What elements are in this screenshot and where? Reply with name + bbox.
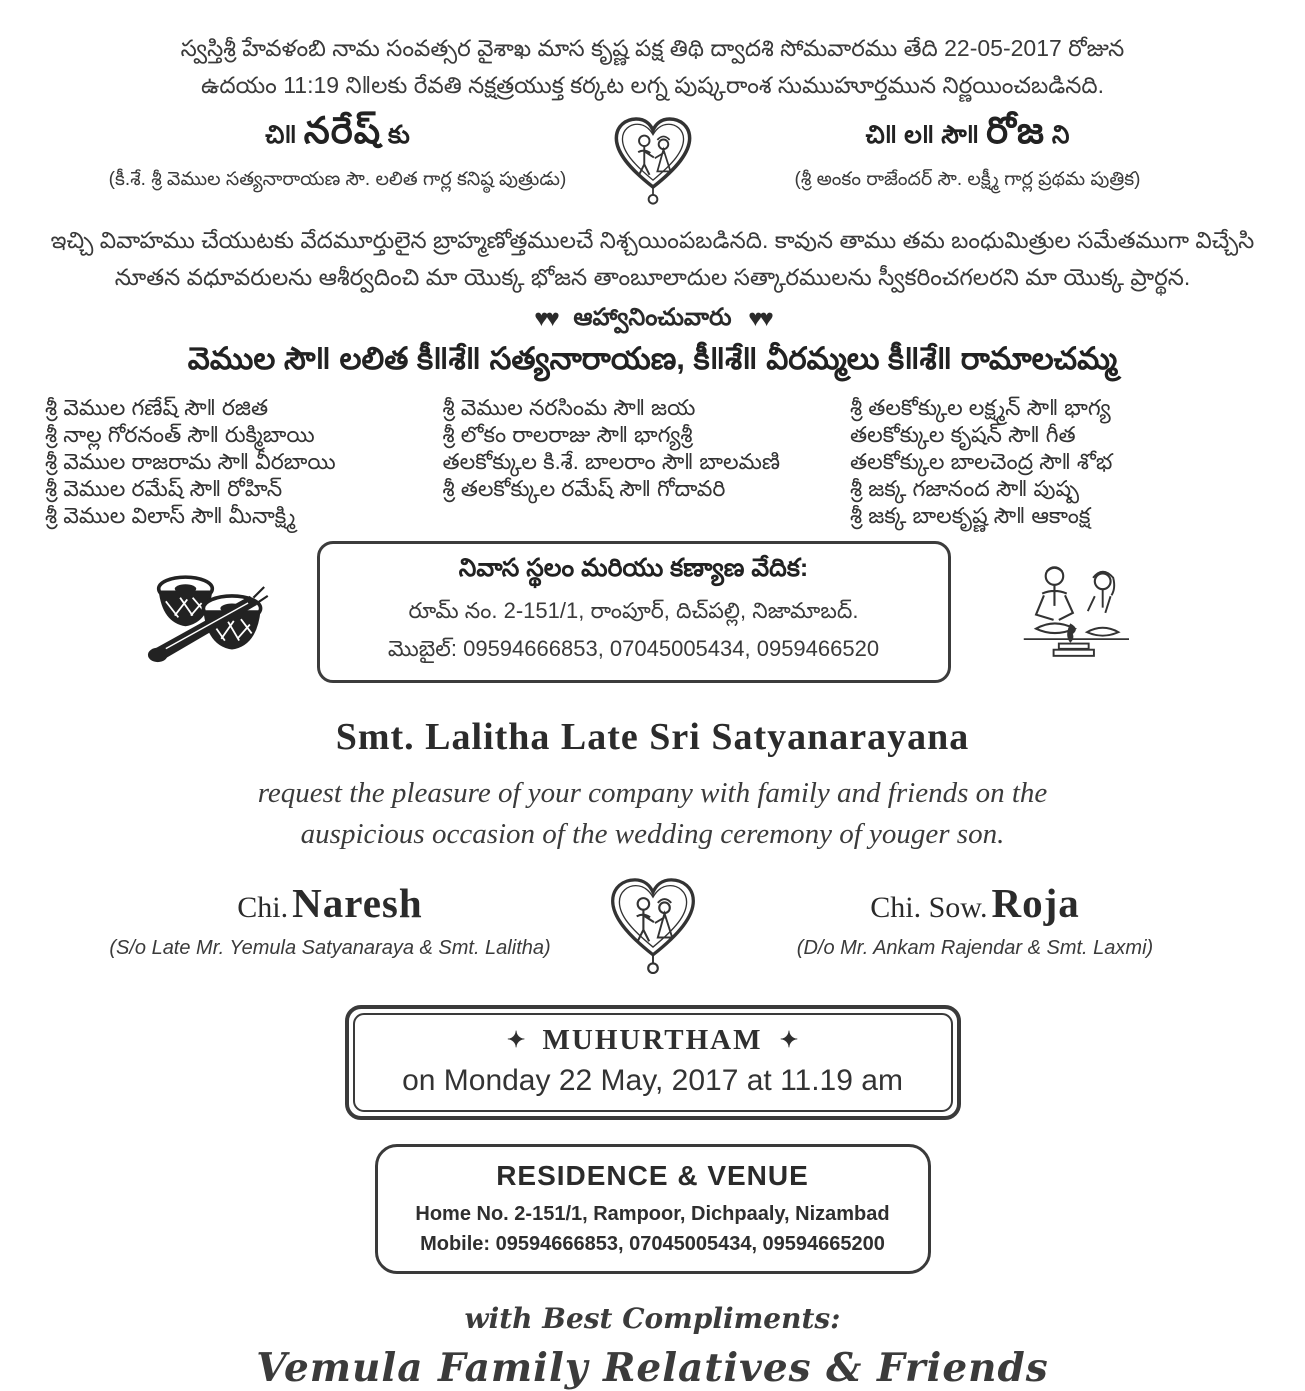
- english-groom-title: Chi.: [237, 891, 289, 924]
- telugu-invitation-line1: ఇచ్చి వివాహము చేయుటకు వేదమూర్తులైన బ్రాహ్మణోత్తములచే నిశ్చయింపబడినది. కావున తాము తమ బంధుమిత్రుల సమేతముగా విచ్చేసి: [50, 227, 1255, 253]
- english-bride-name-line: [713, 879, 1238, 927]
- english-groom-name: Naresh: [292, 880, 423, 926]
- residence-venue-box: [375, 1144, 931, 1274]
- hosts-heading: Smt. Lalitha Late Sri Satyanarayana: [335, 716, 970, 758]
- wedding-fire-ritual-icon: [977, 555, 1167, 669]
- inviter-name: శ్రీ జక్క బాలకృష్ణ సౌ‖ ఆకాంక్ష: [850, 503, 1091, 528]
- inviter-name: శ్రీ తలకోక్కుల లక్ష్మన్ సౌ‖ భాగ్య: [850, 395, 1111, 420]
- english-groom-block: [68, 869, 593, 960]
- english-bride-name: Roja: [991, 880, 1080, 926]
- telugu-groom-suffix: కు: [388, 121, 410, 149]
- english-groom-name-line: [68, 879, 593, 927]
- star-ornament-icon: ✦: [779, 1027, 799, 1052]
- request-line2: auspicious occasion of the wedding ceremony of youger son.: [300, 818, 1005, 850]
- telugu-invitation-paragraph: [28, 222, 1278, 296]
- english-bride-title: Chi. Sow.: [870, 891, 988, 924]
- compliments-line2: Vemula Family Relatives & Friends: [256, 1345, 1049, 1391]
- telugu-groom-block: [88, 110, 588, 195]
- english-couple-row: [0, 869, 1305, 981]
- telugu-bride-block: [718, 110, 1218, 195]
- inviters-heading-row: [0, 304, 1305, 337]
- request-line1: request the pleasure of your company with family and friends on the: [257, 777, 1048, 809]
- heart-couple-icon: [588, 110, 718, 208]
- telugu-venue-mobile: మొబైల్: 09594666853, 07045005434, 0959466520: [387, 636, 880, 661]
- telugu-bride-prefix: చి‖ ల‖ సౌ‖: [865, 121, 980, 149]
- inviters-column-2: [443, 394, 843, 529]
- residence-mobile: Mobile: 09594666853, 07045005434, 09594665200: [420, 1233, 885, 1255]
- muhurtham-title: MUHURTHAM: [542, 1024, 763, 1056]
- inviter-name: శ్రీ వెముల రమేష్ సౌ‖ రోహిన్: [45, 476, 283, 501]
- inviters-column-1: [45, 394, 435, 529]
- muhurtham-title-row: [355, 1024, 951, 1057]
- telugu-groom-parents: (కీ.శే. శ్రీ వెముల సత్యనారాయణ సౌ. లలిత గార్ల కనిష్ఠ పుత్రుడు): [108, 169, 567, 190]
- telugu-venue-box: [317, 541, 951, 683]
- english-bride-parents: (D/o Mr. Ankam Rajendar & Smt. Laxmi): [796, 937, 1154, 959]
- inviters-main-line: వెముల సౌ‖ లలిత కీ‖శే‖ సత్యనారాయణ, కీ‖శే‖ వీరమ్మలు కీ‖శే‖ రామాలచమ్మ: [187, 341, 1118, 376]
- telugu-muhurtham-line1: స్వస్తిశ్రీ హేవళంబి నామ సంవత్సర వైశాఖ మాస కృష్ణ పక్ష తిథి ద్వాదశి సోమవారము తేది 22-05-2017 రోజున: [180, 35, 1125, 61]
- inviter-name: శ్రీ వెముల విలాస్ సౌ‖ మీనాక్ష్మి: [45, 503, 296, 528]
- double-heart-icon: ♥♥: [748, 305, 771, 332]
- telugu-bride-suffix: ని: [1051, 121, 1070, 149]
- inviter-name: తలకోక్కుల కి.శే. బాలరాం సౌ‖ బాలమణి: [442, 449, 781, 474]
- request-paragraph: [0, 773, 1305, 855]
- english-groom-parents: (S/o Late Mr. Yemula Satyanaraya & Smt. Lalitha): [109, 937, 551, 959]
- telugu-muhurtham-line2: ఉదయం 11:19 ని‖లకు రేవతి నక్షత్రయుక్త కర్కట లగ్న పుష్కరాంశ సుముహూర్తమున నిర్ణయించబడినది.: [201, 72, 1104, 98]
- telugu-invitation-line2: నూతన వధూవరులను ఆశీర్వదించి మా యొక్క భోజన తాంబూలాదుల సత్కారములను స్వీకరించగలరని మా యొక్క ప్రార్థన.: [114, 264, 1191, 290]
- inviter-name: శ్రీ నాల్ల గోరనంత్ సౌ‖ రుక్మిబాయి: [45, 422, 315, 447]
- telugu-groom-prefix: చి‖: [265, 121, 297, 149]
- telugu-bride-name-line: [718, 110, 1218, 161]
- telugu-venue-title: నివాస స్థలం మరియు కణ్యాణ వేదిక:: [458, 554, 809, 582]
- english-bride-block: [713, 869, 1238, 960]
- residence-title: RESIDENCE & VENUE: [496, 1160, 809, 1191]
- telugu-groom-name-line: [88, 110, 588, 161]
- telugu-muhurtham-paragraph: [88, 0, 1218, 104]
- telugu-groom-name: నరేష్: [303, 110, 382, 151]
- muhurtham-box: [345, 1005, 961, 1120]
- inviters-column-3: [850, 394, 1260, 529]
- inviters-heading: ఆహ్వానించువారు: [573, 304, 732, 331]
- telugu-couple-row: [0, 110, 1305, 208]
- compliments-line1: with Best Compliments:: [464, 1302, 841, 1335]
- compliments-block: [0, 1302, 1305, 1391]
- inviter-name: శ్రీ వెముల రాజరామ సౌ‖ వీరబాయి: [45, 449, 336, 474]
- inviters-name-columns: [45, 394, 1260, 529]
- inviter-name: తలకోక్కుల కృషన్ సౌ‖ గీత: [850, 422, 1076, 447]
- double-heart-icon: ♥♥: [534, 305, 557, 332]
- inviter-name: శ్రీ లోకం రాలరాజు సౌ‖ భాగ్యశ్రీ: [442, 422, 693, 447]
- heart-couple-icon: [593, 869, 713, 981]
- drums-shehnai-icon: [139, 557, 291, 667]
- inviter-name: శ్రీ తలకోక్కుల రమేష్ సౌ‖ గోదావరి: [442, 476, 726, 501]
- residence-address: Home No. 2-151/1, Rampoor, Dichpaaly, Nizambad: [415, 1203, 890, 1225]
- telugu-bride-parents: (శ్రీ అంకం రాజేందర్ సౌ. లక్ష్మీ గార్ల ప్రథమ పుత్రిక): [794, 169, 1141, 190]
- inviter-name: శ్రీ జక్క గజానంద సౌ‖ పుష్ప: [850, 476, 1080, 501]
- muhurtham-datetime: on Monday 22 May, 2017 at 11.19 am: [402, 1064, 903, 1097]
- inviter-name: తలకోక్కుల బాలచెంద్ర సౌ‖ శోభ: [850, 449, 1113, 474]
- inviter-name: శ్రీ వెముల నరసింమ సౌ‖ జయ: [442, 395, 696, 420]
- telugu-bride-name: రోజ: [986, 110, 1045, 151]
- telugu-venue-address: రూమ్ నం. 2-151/1, రాంపూర్, దిచ్‌పల్లి, నిజామాబద్.: [408, 598, 859, 623]
- star-ornament-icon: ✦: [506, 1027, 526, 1052]
- muhurtham-box-inner: [353, 1013, 953, 1112]
- inviter-name: శ్రీ వెముల గణేష్ సౌ‖ రజిత: [45, 395, 269, 420]
- telugu-venue-row: [0, 541, 1305, 683]
